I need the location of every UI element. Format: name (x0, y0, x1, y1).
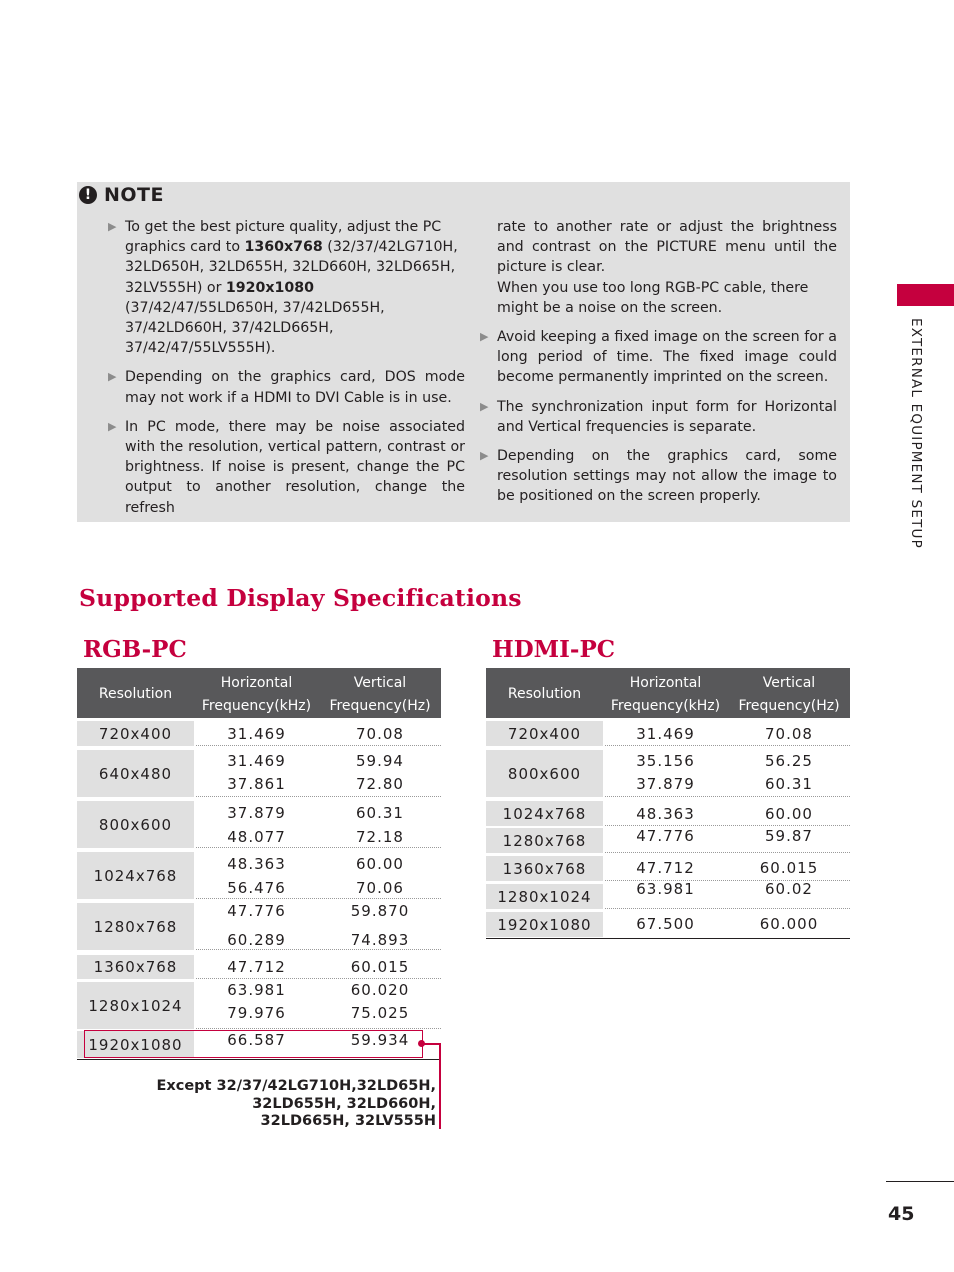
page-number: 45 (888, 1203, 915, 1225)
bullet-arrow-icon: ▶ (480, 399, 489, 413)
page-number-rule (886, 1181, 954, 1182)
resolution-cell: 1920x1080 (486, 912, 603, 937)
header-horizontal-unit: Frequency(kHz) (201, 698, 312, 714)
vertical-frequency-cell: 56.25 (765, 752, 813, 770)
note-text: Avoid keeping a fixed image on the screen for a long period of time. The fixed image could become permanently imprinted on the screen. (497, 329, 837, 386)
horizontal-frequency-cell: 31.469 (227, 725, 286, 743)
vertical-frequency-cell: 60.02 (765, 880, 813, 898)
exclamation-icon: ! (79, 186, 97, 204)
table-row (486, 721, 850, 746)
section-tab-label: EXTERNAL EQUIPMENT SETUP (908, 318, 924, 549)
table-row (486, 750, 850, 797)
vertical-frequency-cell: 59.934 (350, 1031, 410, 1049)
row-divider (196, 847, 441, 848)
bullet-arrow-icon: ▶ (480, 330, 489, 344)
header-vertical: Vertical (353, 675, 407, 691)
horizontal-frequency-cell: 63.981 (636, 880, 695, 898)
vertical-frequency-cell: 70.08 (765, 725, 813, 743)
horizontal-frequency-cell: 48.363 (636, 805, 695, 823)
hdmi-pc-title: HDMI-PC (492, 636, 616, 663)
horizontal-frequency-cell: 67.500 (636, 915, 695, 933)
except-note-line: Except 32/37/42LG710H,32LD65H, (156, 1078, 436, 1094)
horizontal-frequency-cell: 31.469 (227, 752, 286, 770)
note-right-column (477, 217, 837, 516)
table-bottom-rule (486, 938, 850, 939)
note-item (477, 327, 837, 388)
horizontal-frequency-cell: 60.289 (227, 931, 286, 949)
resolution-cell: 1920x1080 (77, 1031, 194, 1058)
section-tab-marker (897, 284, 954, 306)
resolution-cell: 1360x768 (77, 955, 194, 979)
note-item (105, 367, 465, 407)
note-box (77, 182, 850, 522)
rgb-pc-title: RGB-PC (83, 636, 187, 663)
resolution-cell: 800x600 (486, 750, 603, 797)
except-note (150, 1078, 436, 1131)
horizontal-frequency-cell: 66.587 (227, 1031, 286, 1049)
resolution-cell: 1360x768 (486, 856, 603, 881)
table-row (486, 828, 850, 853)
horizontal-frequency-cell: 35.156 (636, 752, 695, 770)
resolution-cell: 1280x768 (486, 828, 603, 853)
horizontal-frequency-cell: 47.776 (636, 827, 695, 845)
callout-line (422, 1043, 440, 1045)
row-divider (605, 852, 850, 853)
horizontal-frequency-cell: 79.976 (227, 1004, 286, 1022)
table-header (486, 668, 850, 718)
header-horizontal: Horizontal (629, 675, 702, 691)
horizontal-frequency-cell: 47.712 (636, 859, 695, 877)
resolution-cell: 1280x768 (77, 903, 194, 950)
row-divider (196, 745, 441, 746)
horizontal-frequency-cell: 37.879 (636, 775, 695, 793)
horizontal-frequency-cell: 37.879 (227, 804, 286, 822)
horizontal-frequency-cell: 48.077 (227, 828, 286, 846)
vertical-frequency-cell: 70.06 (356, 879, 404, 897)
rgb-pc-table (77, 668, 441, 1068)
resolution-cell: 640x480 (77, 750, 194, 797)
vertical-frequency-cell: 60.00 (356, 855, 404, 873)
note-item (477, 397, 837, 437)
table-row (486, 880, 850, 909)
horizontal-frequency-cell: 56.476 (227, 879, 286, 897)
bullet-arrow-icon: ▶ (108, 220, 117, 233)
resolution-cell: 1280x1024 (486, 884, 603, 909)
vertical-frequency-cell: 60.31 (356, 804, 404, 822)
note-text: The synchronization input form for Horizontal and Vertical frequencies is separate. (497, 398, 837, 435)
row-divider (196, 978, 441, 979)
note-left-column (105, 217, 465, 527)
vertical-frequency-cell: 59.87 (765, 827, 813, 845)
row-divider (196, 898, 441, 899)
row-divider (196, 1028, 441, 1029)
header-horizontal: Horizontal (220, 675, 293, 691)
resolution-cell: 720x400 (77, 721, 194, 746)
note-header (79, 184, 164, 206)
callout-line (439, 1043, 441, 1129)
vertical-frequency-cell: 60.015 (759, 859, 819, 877)
row-divider (605, 796, 850, 797)
row-divider (605, 908, 850, 909)
header-vertical-unit: Frequency(Hz) (329, 698, 431, 714)
header-horizontal-unit: Frequency(kHz) (610, 698, 721, 714)
except-note-line: 32LD665H, 32LV555H (260, 1113, 436, 1129)
vertical-frequency-cell: 60.015 (350, 958, 410, 976)
horizontal-frequency-cell: 63.981 (227, 981, 286, 999)
horizontal-frequency-cell: 31.469 (636, 725, 695, 743)
note-item (477, 446, 837, 507)
table-bottom-rule (77, 1059, 441, 1060)
note-text: Depending on the graphics card, DOS mode may not work if a HDMI to DVI Cable is in use. (125, 369, 465, 406)
row-divider (196, 796, 441, 797)
table-row (77, 801, 441, 848)
header-resolution: Resolution (507, 686, 582, 702)
table-row (486, 912, 850, 937)
resolution-cell: 1280x1024 (77, 982, 194, 1029)
table-row (77, 750, 441, 797)
row-divider (605, 745, 850, 746)
vertical-frequency-cell: 72.80 (356, 775, 404, 793)
horizontal-frequency-cell: 47.712 (227, 958, 286, 976)
bullet-arrow-icon: ▶ (108, 419, 117, 433)
hdmi-pc-table (486, 668, 850, 948)
note-text: To get the best picture quality, adjust the PC graphics card to 1360x768 (32/37/42LG710H, 32LD650H, 32LD655H, 32LD660H, 32LD665H, 32LV555H) or 1920x1080 (37/42/47/55LD650H, 37/42LD655H, 37/42LD660H, 37/42LD665H, 37/42/47/55LV555H). (125, 219, 458, 357)
vertical-frequency-cell: 75.025 (350, 1004, 410, 1022)
header-resolution: Resolution (98, 686, 173, 702)
resolution-cell: 1024x768 (486, 801, 603, 826)
note-continuation-text-2: When you use too long RGB-PC cable, there might be a noise on the screen. (497, 279, 809, 316)
horizontal-frequency-cell: 48.363 (227, 855, 286, 873)
bullet-arrow-icon: ▶ (108, 370, 117, 384)
resolution-cell: 800x600 (77, 801, 194, 848)
note-item (105, 417, 465, 518)
table-header (77, 668, 441, 718)
table-row (77, 903, 441, 950)
except-note-line: 32LD655H, 32LD660H, (252, 1095, 436, 1112)
vertical-frequency-cell: 74.893 (350, 931, 410, 949)
note-text: Depending on the graphics card, some resolution settings may not allow the image to be positioned on the screen properly. (497, 448, 837, 505)
note-text: In PC mode, there may be noise associated with the resolution, vertical pattern, contrast or brightness. If noise is present, change the PC output to another resolution, change the refresh (125, 418, 465, 516)
highlight-box (84, 1030, 423, 1058)
row-divider (605, 825, 850, 826)
bullet-arrow-icon: ▶ (480, 449, 489, 463)
note-continuation-text: rate to another rate or adjust the brightness and contrast on the PICTURE menu until the picture is clear. (497, 219, 837, 276)
header-vertical-unit: Frequency(Hz) (738, 698, 840, 714)
vertical-frequency-cell: 60.00 (765, 805, 813, 823)
header-vertical: Vertical (762, 675, 816, 691)
resolution-cell: 720x400 (486, 721, 603, 746)
page-title: Supported Display Specifications (79, 584, 522, 612)
vertical-frequency-cell: 60.31 (765, 775, 813, 793)
table-row (77, 982, 441, 1029)
vertical-frequency-cell: 60.020 (350, 981, 410, 999)
vertical-frequency-cell: 72.18 (356, 828, 404, 846)
resolution-cell: 1024x768 (77, 852, 194, 899)
table-row (486, 801, 850, 826)
note-item (105, 217, 465, 358)
note-title: NOTE (104, 184, 164, 206)
table-row (77, 852, 441, 899)
table-row (77, 721, 441, 746)
note-item-continuation-2 (477, 278, 837, 318)
note-item-continuation (477, 217, 837, 278)
table-row (77, 955, 441, 979)
vertical-frequency-cell: 70.08 (356, 725, 404, 743)
row-divider (196, 949, 441, 950)
table-row (486, 856, 850, 881)
vertical-frequency-cell: 59.94 (356, 752, 404, 770)
horizontal-frequency-cell: 37.861 (227, 775, 286, 793)
horizontal-frequency-cell: 47.776 (227, 902, 286, 920)
vertical-frequency-cell: 59.870 (350, 902, 410, 920)
vertical-frequency-cell: 60.000 (759, 915, 819, 933)
